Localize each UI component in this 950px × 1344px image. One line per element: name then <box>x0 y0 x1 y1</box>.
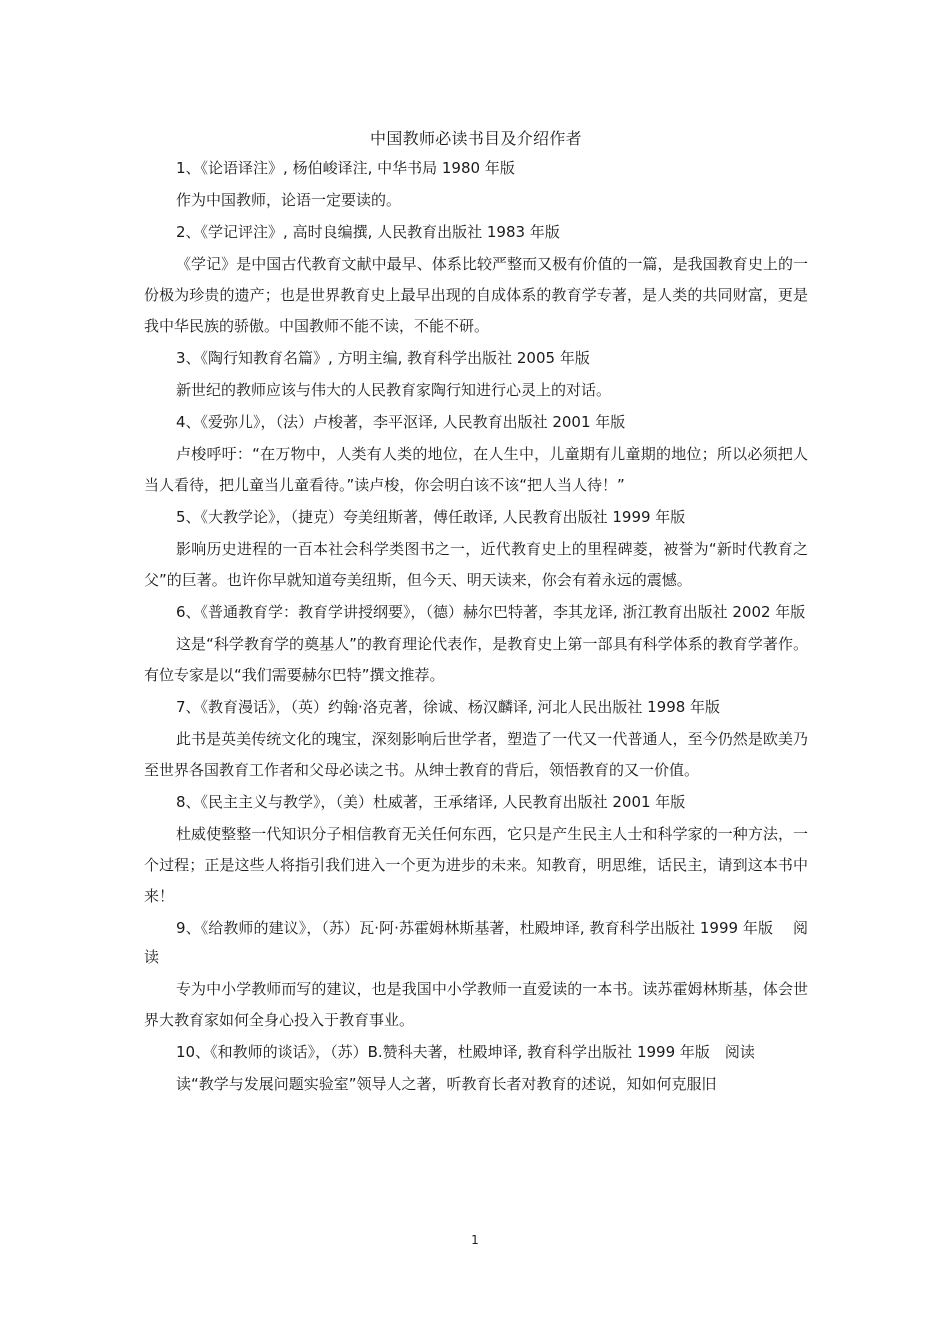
book-heading: 10、《和教师的谈话》，（苏）B.赞科夫著，杜殿坤译, 教育科学出版社 1999 年版 阅读 <box>176 1043 755 1061</box>
book-description: 此书是英美传统文化的瑰宝，深刻影响后世学者，塑造了一代又一代普通人，至今仍然是欧美乃至世界各国教育工作者和父母必读之书。从绅士教育的背后，领悟教育的又一价值。 <box>144 730 808 779</box>
book-description: 新世纪的教师应该与伟大的人民教育家陶行知进行心灵上的对话。 <box>176 381 612 399</box>
book-heading: 3、《陶行知教育名篇》, 方明主编, 教育科学出版社 2005 年版 <box>176 349 590 367</box>
book-heading: 6、《普通教育学：教育学讲授纲要》，（德）赫尔巴特著，李其龙译, 浙江教育出版社 2002 年版 <box>176 603 806 621</box>
book-description: 杜威使整整一代知识分子相信教育无关任何东西，它只是产生民主人士和科学家的一种方法，一个过程；正是这些人将指引我们进入一个更为进步的未来。知教育，明思维，话民主，请到这本书中来！ <box>144 825 808 905</box>
page-number: 1 <box>471 1233 479 1247</box>
book-heading: 7、《教育漫话》，（英）约翰·洛克著，徐诚、杨汉麟译, 河北人民出版社 1998 年版 <box>176 698 721 716</box>
book-description: 读“教学与发展问题实验室”领导人之著，听教育长者对教育的述说，知如何克服旧 <box>176 1075 717 1093</box>
document-body <box>144 125 808 1100</box>
book-heading: 2、《学记评注》, 高时良编撰, 人民教育出版社 1983 年版 <box>176 223 560 241</box>
document-title: 中国教师必读书目及介绍作者 <box>370 129 582 148</box>
book-description: 卢梭呼吁：“在万物中，人类有人类的地位，在人生中，儿童期有儿童期的地位；所以必须把人当人看待，把儿童当儿童看待。”读卢梭，你会明白该不该“把人当人待！” <box>144 445 808 494</box>
book-description: 作为中国教师，论语一定要读的。 <box>176 191 402 209</box>
book-description: 《学记》是中国古代教育文献中最早、体系比较严整而又极有价值的一篇，是我国教育史上的一份极为珍贵的遗产；也是世界教育史上最早出现的自成体系的教育学专著，是人类的共同财富，更是我中华民族的骄傲。中国教师不能不读，不能不研。 <box>144 255 808 335</box>
book-heading: 5、《大教学论》，（捷克）夸美纽斯著，傅任敢译, 人民教育出版社 1999 年版 <box>176 508 686 526</box>
paragraph-list <box>144 154 808 1100</box>
book-heading: 4、《爱弥儿》，（法）卢梭著，李平沤译, 人民教育出版社 2001 年版 <box>176 413 626 431</box>
book-heading: 1、《论语译注》, 杨伯峻译注, 中华书局 1980 年版 <box>176 159 515 177</box>
book-description: 影响历史进程的一百本社会科学类图书之一，近代教育史上的里程碑菱，被誉为“新时代教育之父”的巨著。也许你早就知道夸美纽斯，但今天、明天读来，你会有着永远的震憾。 <box>144 540 808 589</box>
book-heading: 8、《民主主义与教学》，（美）杜威著，王承绪译, 人民教育出版社 2001 年版 <box>176 793 686 811</box>
book-description: 专为中小学教师而写的建议，也是我国中小学教师一直爱读的一本书。读苏霍姆林斯基，体会世界大教育家如何全身心投入于教育事业。 <box>144 980 808 1029</box>
book-heading: 9、《给教师的建议》，（苏）瓦·阿·苏霍姆林斯基著，杜殿坤译, 教育科学出版社 1999 年版 阅读 <box>144 919 808 966</box>
book-description: 这是“科学教育学的奠基人”的教育理论代表作，是教育史上第一部具有科学体系的教育学著作。有位专家是以“我们需要赫尔巴特”撰文推荐。 <box>144 635 808 684</box>
